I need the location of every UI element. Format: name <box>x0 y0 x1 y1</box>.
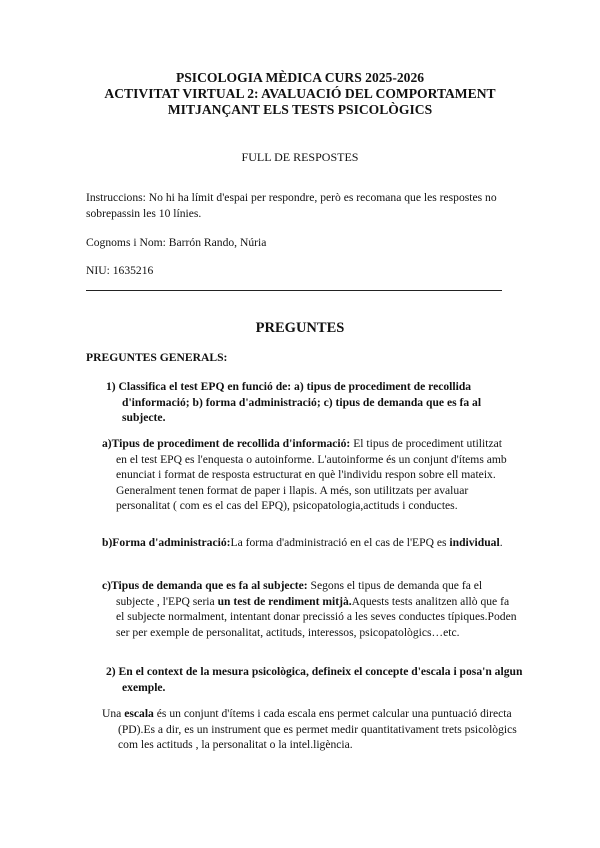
divider-line <box>86 290 502 291</box>
document-subtitle: FULL DE RESPOSTES <box>241 150 359 164</box>
answer-a-label: a)Tipus de procediment de recollida d'informació: <box>102 437 351 450</box>
general-questions-title: PREGUNTES GENERALS: <box>86 351 228 364</box>
answer-b <box>102 535 510 551</box>
answer-2-pre: Una <box>102 707 122 720</box>
title-line-1: PSICOLOGIA MÈDICA CURS 2025-2026 <box>175 70 425 85</box>
answer-2-bold: escala <box>124 707 154 720</box>
answer-a <box>102 436 510 514</box>
question-2: 2) En el context de la mesura psicològica, defineix el concepte d'escala i posa'n algun exemple. <box>106 665 523 694</box>
section-title: PREGUNTES <box>255 320 345 336</box>
niu-label: NIU: <box>86 264 110 277</box>
student-name-line <box>86 235 506 251</box>
answer-b-text: La forma d'administració en el cas de l'EPQ es <box>230 536 447 549</box>
answer-c <box>102 578 520 640</box>
answer-b-bold: individual <box>449 536 500 549</box>
answer-c-text1: Segons el tipus de demanda que fa el subjecte , l'EPQ seria <box>116 579 483 608</box>
instructions-text: Instruccions: No hi ha límit d'espai per respondre, però es recomana que les respostes no sobrepassin les 10 línies. <box>86 191 497 220</box>
title-line-2: ACTIVITAT VIRTUAL 2: AVALUACIÓ DEL COMPORTAMENT <box>104 86 496 101</box>
answer-2-text: és un conjunt d'ítems i cada escala ens permet calcular una puntuació directa (PD).Es a dir, es un instrument que es permet medir quantitativament trets psicològics com les actituds , la personalitat o la intel.ligència. <box>118 707 517 751</box>
answer-c-text2: Aquests tests analitzen allò que fa el subjecte normalment, intentant donar precissió a les seves conductes típiques.Poden ser per exemple de personalitat, actituds, interessos, psicopatològics…etc. <box>116 594 517 639</box>
answer-b-label: b)Forma d'administració: <box>102 536 231 549</box>
question-1: 1) Classifica el test EPQ en funció de: a) tipus de procediment de recollida d'informació; b) forma d'administració; c) tipus de demanda que es fa al subjecte. <box>106 380 482 424</box>
niu-value: 1635216 <box>112 264 154 277</box>
answer-b-end: . <box>499 536 503 549</box>
answer-c-label: c)Tipus de demanda que es fa al subjecte: <box>102 579 308 592</box>
answer-c-bold: un test de rendiment mitjà. <box>217 594 352 608</box>
name-label: Cognoms i Nom: <box>86 236 166 249</box>
name-value: Barrón Rando, Núria <box>168 236 267 249</box>
title-line-3: MITJANÇANT ELS TESTS PSICOLÒGICS <box>167 102 433 117</box>
student-niu-line <box>86 263 506 279</box>
answer-a-text: El tipus de procediment utilitzat en el test EPQ es l'enquesta o autoinforme. L'autoinforme és un conjunt d'ítems amb enunciat i format de resposta estructurat en què l'individu respon sobre ell mateix. Generalment tenen format de paper i llapis. A més, son utilitzats per avaluar personalitat ( com es el cas del EPQ), psicopatologia,actituds i conductes. <box>116 437 507 512</box>
answer-2 <box>102 706 522 753</box>
